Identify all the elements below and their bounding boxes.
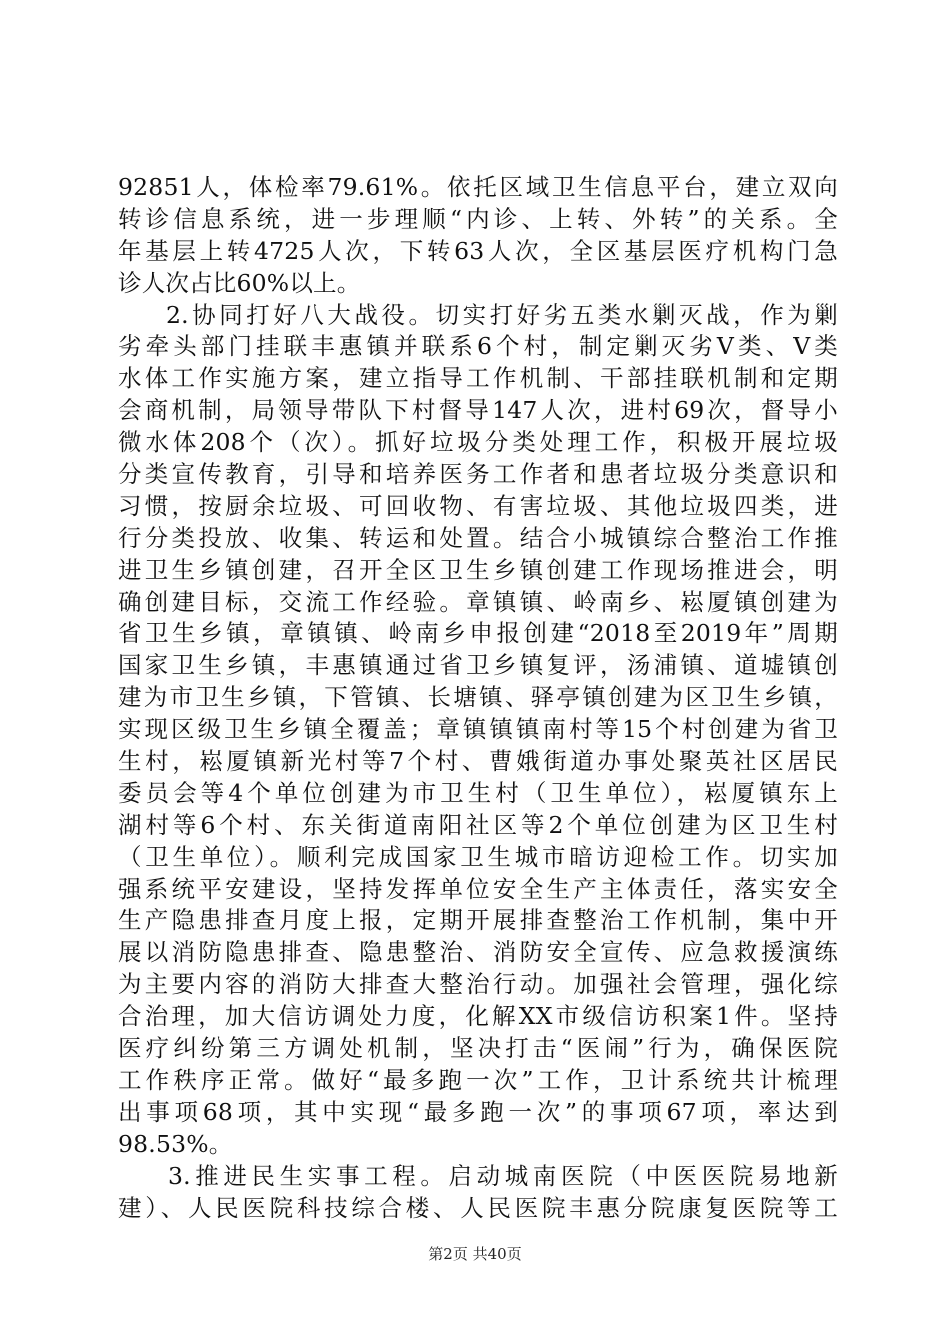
text-line: 医疗纠纷第三方调处机制，坚决打击“医闹”行为，确保医院: [118, 1034, 838, 1063]
text-line: 生产隐患排查月度上报，定期开展排查整治工作机制，集中开: [118, 906, 838, 935]
text-line: （卫生单位）。顺利完成国家卫生城市暗访迎检工作。切实加: [118, 842, 838, 871]
text-line: 微水体208个（次）。抓好垃圾分类处理工作，积极开展垃圾: [118, 428, 838, 457]
text-line: 出事项68项，其中实现“最多跑一次”的事项67项，率达到: [118, 1097, 838, 1126]
paragraph-heading-line: 2.协同打好八大战役。切实打好劣五类水剿灭战，作为剿: [166, 300, 838, 329]
text-line: 分类宣传教育，引导和培养医务工作者和患者垃圾分类意识和: [118, 460, 838, 489]
text-line: 生村，崧厦镇新光村等7个村、曹娥街道办事处聚英社区居民: [118, 747, 838, 776]
text-line: 湖村等6个村、东关街道南阳社区等2个单位创建为区卫生村: [118, 810, 838, 839]
text-line: 为主要内容的消防大排查大整治行动。加强社会管理，强化综: [118, 970, 838, 999]
document-body: [118, 172, 838, 1224]
text-line: 水体工作实施方案，建立指导工作机制、干部挂联机制和定期: [118, 364, 838, 393]
text-line: 委员会等4个单位创建为市卫生村（卫生单位），崧厦镇东上: [118, 778, 838, 807]
text-line: 98.53%。: [118, 1129, 233, 1158]
text-line: 转诊信息系统，进一步理顺“内诊、上转、外转”的关系。全: [118, 204, 838, 233]
text-line: 强系统平安建设，坚持发挥单位安全生产主体责任，落实安全: [118, 874, 838, 903]
text-line: 实现区级卫生乡镇全覆盖；章镇镇镇南村等15个村创建为省卫: [118, 715, 838, 744]
text-line: 工作秩序正常。做好“最多跑一次”工作，卫计系统共计梳理: [118, 1065, 838, 1094]
text-line: 建）、人民医院科技综合楼、人民医院丰惠分院康复医院等工: [118, 1193, 838, 1222]
text-line: 展以消防隐患排查、隐患整治、消防安全宣传、应急救援演练: [118, 938, 838, 967]
text-line: 行分类投放、收集、转运和处置。结合小城镇综合整治工作推: [118, 523, 838, 552]
text-line: 省卫生乡镇，章镇镇、岭南乡申报创建“2018至2019年”周期: [118, 619, 838, 648]
text-line: 习惯，按厨余垃圾、可回收物、有害垃圾、其他垃圾四类，进: [118, 491, 838, 520]
text-line: 确创建目标，交流工作经验。章镇镇、岭南乡、崧厦镇创建为: [118, 587, 838, 616]
text-line: 国家卫生乡镇，丰惠镇通过省卫乡镇复评，汤浦镇、道墟镇创: [118, 651, 838, 680]
text-line: 会商机制，局领导带队下村督导147人次，进村69次，督导小: [118, 396, 838, 425]
page-number-footer: 第2页 共40页: [428, 1245, 522, 1263]
text-line: 年基层上转4725人次，下转63人次，全区基层医疗机构门急: [118, 236, 838, 265]
paragraph-heading-line: 3.推进民生实事工程。启动城南医院（中医医院易地新: [168, 1161, 838, 1190]
text-line: 92851人，体检率79.61%。依托区域卫生信息平台，建立双向: [118, 173, 838, 201]
text-line: 进卫生乡镇创建，召开全区卫生乡镇创建工作现场推进会，明: [118, 555, 838, 584]
text-line: 建为市卫生乡镇，下管镇、长塘镇、驿亭镇创建为区卫生乡镇，: [118, 683, 838, 712]
text-line: 劣牵头部门挂联丰惠镇并联系6个村，制定剿灭劣Ⅴ类、Ⅴ类: [118, 332, 838, 361]
text-line: 合治理，加大信访调处力度，化解XX市级信访积案1件。坚持: [118, 1002, 838, 1031]
text-line: 诊人次占比60%以上。: [118, 268, 361, 297]
